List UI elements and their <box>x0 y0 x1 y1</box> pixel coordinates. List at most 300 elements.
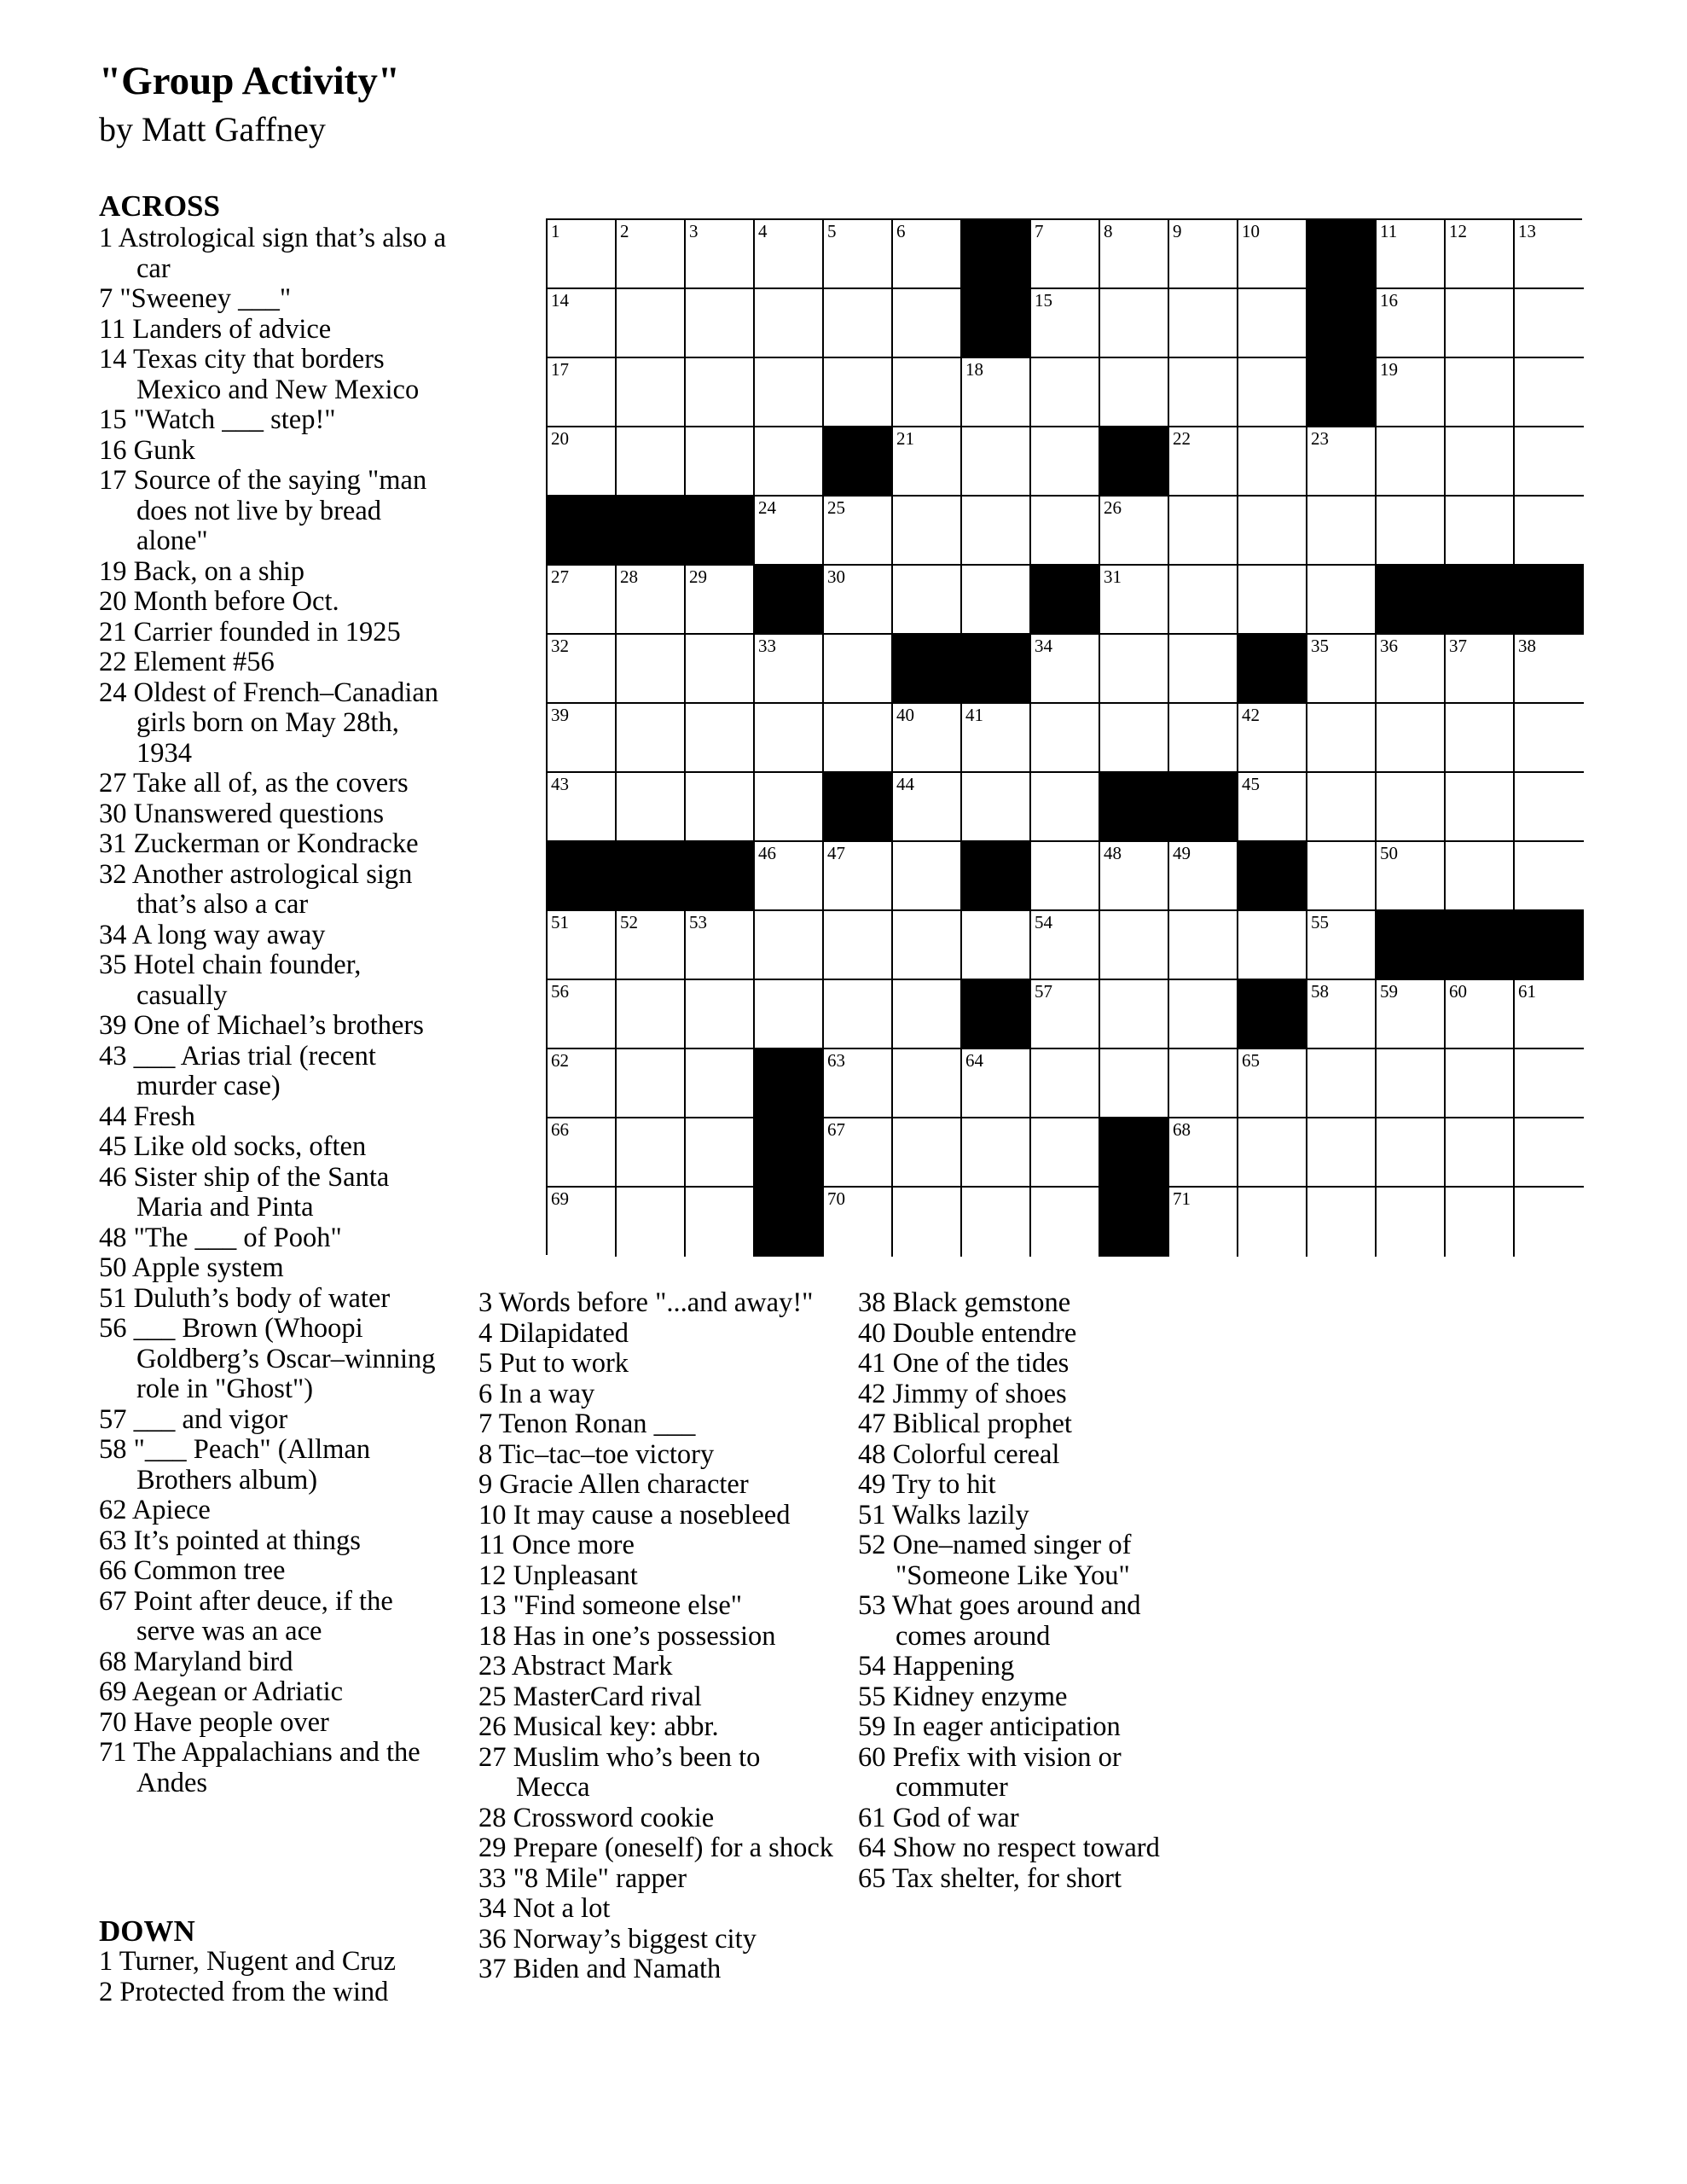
cell-number: 48 <box>1104 843 1122 863</box>
cell-number: 53 <box>689 912 707 932</box>
grid-block <box>1307 289 1377 358</box>
clue-item: 45 Like old socks, often <box>99 1131 367 1162</box>
grid-cell[interactable] <box>1515 289 1584 358</box>
grid-cell[interactable] <box>1377 497 1446 566</box>
grid-cell[interactable] <box>893 289 962 358</box>
grid-cell[interactable] <box>1238 289 1307 358</box>
grid-cell[interactable] <box>617 1049 686 1118</box>
cell-number: 14 <box>551 290 569 311</box>
grid-cell[interactable] <box>824 220 893 289</box>
cell-number: 64 <box>965 1050 983 1071</box>
grid-cell[interactable] <box>1169 704 1238 773</box>
grid-cell[interactable] <box>1238 566 1307 635</box>
clue-item: 26 Musical key: abbr. <box>478 1711 719 1742</box>
grid-cell[interactable] <box>1307 497 1377 566</box>
cell-number: 4 <box>758 221 768 241</box>
grid-cell[interactable] <box>1377 220 1446 289</box>
grid-cell[interactable] <box>893 220 962 289</box>
grid-cell[interactable] <box>1031 704 1100 773</box>
grid-cell[interactable] <box>962 1049 1031 1118</box>
grid-cell[interactable] <box>1169 1049 1238 1118</box>
grid-block <box>755 1188 824 1257</box>
grid-cell[interactable] <box>1169 358 1238 427</box>
grid-block <box>893 635 962 704</box>
grid-cell[interactable] <box>755 842 824 911</box>
cell-number: 27 <box>551 566 569 587</box>
grid-cell[interactable] <box>686 1049 755 1118</box>
grid-cell[interactable] <box>893 1188 962 1257</box>
grid-block <box>1515 566 1584 635</box>
grid-cell[interactable] <box>686 1118 755 1188</box>
clue-item: 66 Common tree <box>99 1555 286 1586</box>
grid-cell[interactable] <box>686 566 755 635</box>
cell-number: 52 <box>620 912 638 932</box>
grid-cell[interactable] <box>755 358 824 427</box>
grid-block <box>1100 427 1169 497</box>
cell-number: 58 <box>1311 981 1329 1002</box>
clue-item: 36 Norway’s biggest city <box>478 1923 757 1955</box>
grid-cell[interactable] <box>686 773 755 842</box>
cell-number: 5 <box>827 221 837 241</box>
grid-cell[interactable] <box>1031 980 1100 1049</box>
grid-cell[interactable] <box>962 911 1031 980</box>
grid-cell[interactable] <box>1307 842 1377 911</box>
grid-block <box>1169 773 1238 842</box>
grid-cell[interactable] <box>824 635 893 704</box>
clue-item: 15 "Watch ___ step!" <box>99 404 336 435</box>
grid-cell[interactable] <box>962 427 1031 497</box>
grid-cell[interactable] <box>1446 427 1515 497</box>
clue-item: 34 A long way away <box>99 919 326 950</box>
clue-item: 56 ___ Brown (Whoopi Goldberg’s Oscar–winning role in "Ghost") <box>99 1313 436 1404</box>
cell-number: 63 <box>827 1050 845 1071</box>
grid-cell[interactable] <box>1031 220 1100 289</box>
clue-item: 68 Maryland bird <box>99 1646 293 1677</box>
grid-cell[interactable] <box>686 358 755 427</box>
clue-item: 1 Astrological sign that’s also a car <box>99 223 447 284</box>
grid-cell[interactable] <box>1031 1118 1100 1188</box>
grid-block <box>962 842 1031 911</box>
grid-cell[interactable] <box>1169 566 1238 635</box>
grid-cell[interactable] <box>962 497 1031 566</box>
grid-block <box>755 566 824 635</box>
across-clue-list <box>99 224 457 1798</box>
grid-cell[interactable] <box>893 497 962 566</box>
cell-number: 12 <box>1449 221 1467 241</box>
grid-cell[interactable] <box>1031 497 1100 566</box>
cell-number: 43 <box>551 774 569 794</box>
grid-block <box>755 1118 824 1188</box>
grid-cell[interactable] <box>548 704 617 773</box>
grid-cell[interactable] <box>1100 980 1169 1049</box>
cell-number: 71 <box>1173 1188 1191 1209</box>
grid-cell[interactable] <box>1515 1118 1584 1188</box>
grid-cell[interactable] <box>755 773 824 842</box>
grid-cell[interactable] <box>824 704 893 773</box>
grid-cell[interactable] <box>548 911 617 980</box>
crossword-grid[interactable] <box>546 218 1582 1255</box>
grid-cell[interactable] <box>617 911 686 980</box>
grid-cell[interactable] <box>1307 1118 1377 1188</box>
grid-cell[interactable] <box>1100 911 1169 980</box>
grid-cell[interactable] <box>1446 1188 1515 1257</box>
cell-number: 54 <box>1035 912 1052 932</box>
grid-cell[interactable] <box>1169 635 1238 704</box>
grid-cell[interactable] <box>1238 220 1307 289</box>
grid-cell[interactable] <box>1169 911 1238 980</box>
grid-cell[interactable] <box>617 289 686 358</box>
grid-cell[interactable] <box>893 427 962 497</box>
down-clue-list-3 <box>858 1288 1216 1894</box>
grid-cell[interactable] <box>1307 1049 1377 1118</box>
grid-cell[interactable] <box>1307 773 1377 842</box>
grid-cell[interactable] <box>1031 911 1100 980</box>
cell-number: 8 <box>1104 221 1113 241</box>
grid-cell[interactable] <box>893 704 962 773</box>
grid-cell[interactable] <box>755 704 824 773</box>
grid-cell[interactable] <box>548 1049 617 1118</box>
down-clue-list-2 <box>478 1288 837 1985</box>
grid-block <box>1238 635 1307 704</box>
cell-number: 41 <box>965 705 983 725</box>
grid-cell[interactable] <box>1446 497 1515 566</box>
grid-cell[interactable] <box>1446 220 1515 289</box>
grid-cell[interactable] <box>548 1188 617 1257</box>
cell-number: 46 <box>758 843 776 863</box>
grid-cell[interactable] <box>548 1118 617 1188</box>
grid-cell[interactable] <box>1100 497 1169 566</box>
grid-cell[interactable] <box>893 842 962 911</box>
cell-number: 26 <box>1104 497 1122 518</box>
grid-cell[interactable] <box>824 497 893 566</box>
grid-cell[interactable] <box>1238 497 1307 566</box>
grid-cell[interactable] <box>1169 1188 1238 1257</box>
grid-cell[interactable] <box>1307 980 1377 1049</box>
grid-cell[interactable] <box>1169 980 1238 1049</box>
cell-number: 68 <box>1173 1119 1191 1140</box>
grid-cell[interactable] <box>1446 358 1515 427</box>
cell-number: 1 <box>551 221 560 241</box>
grid-cell[interactable] <box>1031 358 1100 427</box>
grid-cell[interactable] <box>1031 289 1100 358</box>
grid-cell[interactable] <box>893 1049 962 1118</box>
cell-number: 66 <box>551 1119 569 1140</box>
grid-cell[interactable] <box>1377 773 1446 842</box>
cell-number: 38 <box>1518 636 1536 656</box>
clue-item: 43 ___ Arias trial (recent murder case) <box>99 1040 376 1101</box>
grid-block <box>962 980 1031 1049</box>
grid-cell[interactable] <box>1515 1188 1584 1257</box>
grid-cell[interactable] <box>755 911 824 980</box>
cell-number: 6 <box>896 221 906 241</box>
grid-cell[interactable] <box>686 289 755 358</box>
grid-cell[interactable] <box>824 1049 893 1118</box>
grid-cell[interactable] <box>893 980 962 1049</box>
grid-cell[interactable] <box>893 566 962 635</box>
clue-item: 27 Take all of, as the covers <box>99 768 409 799</box>
grid-cell[interactable] <box>962 1118 1031 1188</box>
clue-item: 54 Happening <box>858 1651 1015 1682</box>
grid-cell[interactable] <box>1031 427 1100 497</box>
grid-cell[interactable] <box>962 773 1031 842</box>
grid-cell[interactable] <box>617 220 686 289</box>
grid-cell[interactable] <box>686 220 755 289</box>
grid-cell[interactable] <box>962 566 1031 635</box>
grid-cell[interactable] <box>1446 1049 1515 1118</box>
grid-cell[interactable] <box>1169 842 1238 911</box>
cell-number: 50 <box>1380 843 1398 863</box>
grid-cell[interactable] <box>1307 427 1377 497</box>
cell-number: 10 <box>1242 221 1260 241</box>
grid-cell[interactable] <box>686 980 755 1049</box>
grid-cell[interactable] <box>548 635 617 704</box>
clue-item: 2 Protected from the wind <box>99 1976 389 2007</box>
grid-block <box>1307 220 1377 289</box>
grid-cell[interactable] <box>1446 980 1515 1049</box>
grid-cell[interactable] <box>1031 1049 1100 1118</box>
grid-cell[interactable] <box>1238 1049 1307 1118</box>
clue-item: 48 "The ___ of Pooh" <box>99 1222 342 1253</box>
grid-cell[interactable] <box>1307 1188 1377 1257</box>
grid-cell[interactable] <box>1169 1118 1238 1188</box>
grid-cell[interactable] <box>1515 980 1584 1049</box>
grid-cell[interactable] <box>1238 773 1307 842</box>
grid-cell[interactable] <box>1377 1049 1446 1118</box>
grid-cell[interactable] <box>755 289 824 358</box>
clue-item: 70 Have people over <box>99 1706 329 1738</box>
grid-cell[interactable] <box>1515 220 1584 289</box>
grid-cell[interactable] <box>1515 497 1584 566</box>
grid-cell[interactable] <box>686 1188 755 1257</box>
grid-cell[interactable] <box>1377 1118 1446 1188</box>
grid-cell[interactable] <box>1169 220 1238 289</box>
grid-cell[interactable] <box>548 427 617 497</box>
grid-cell[interactable] <box>1307 911 1377 980</box>
grid-cell[interactable] <box>893 1118 962 1188</box>
grid-cell[interactable] <box>617 566 686 635</box>
across-heading: ACROSS <box>99 189 220 223</box>
cell-number: 70 <box>827 1188 845 1209</box>
grid-cell[interactable] <box>617 773 686 842</box>
grid-cell[interactable] <box>824 1118 893 1188</box>
grid-cell[interactable] <box>1238 1118 1307 1188</box>
grid-cell[interactable] <box>893 911 962 980</box>
clue-item: 50 Apple system <box>99 1252 284 1283</box>
grid-cell[interactable] <box>548 773 617 842</box>
clue-item: 53 What goes around and comes around <box>858 1590 1141 1652</box>
grid-cell[interactable] <box>617 1118 686 1188</box>
clue-item: 35 Hotel chain founder, casually <box>99 950 362 1011</box>
grid-cell[interactable] <box>548 980 617 1049</box>
clue-item: 25 MasterCard rival <box>478 1681 702 1712</box>
grid-cell[interactable] <box>617 427 686 497</box>
grid-cell[interactable] <box>1377 289 1446 358</box>
grid-cell[interactable] <box>1100 358 1169 427</box>
grid-cell[interactable] <box>824 566 893 635</box>
grid-cell[interactable] <box>1031 1188 1100 1257</box>
clue-item: 63 It’s pointed at things <box>99 1525 361 1556</box>
grid-cell[interactable] <box>548 220 617 289</box>
cell-number: 61 <box>1518 981 1536 1002</box>
grid-cell[interactable] <box>824 1188 893 1257</box>
grid-cell[interactable] <box>962 358 1031 427</box>
grid-cell[interactable] <box>686 911 755 980</box>
grid-cell[interactable] <box>1446 842 1515 911</box>
grid-cell[interactable] <box>617 704 686 773</box>
grid-cell[interactable] <box>1377 1188 1446 1257</box>
grid-cell[interactable] <box>1031 842 1100 911</box>
grid-cell[interactable] <box>824 842 893 911</box>
grid-cell[interactable] <box>1169 289 1238 358</box>
grid-cell[interactable] <box>1515 635 1584 704</box>
grid-cell[interactable] <box>1446 1118 1515 1188</box>
grid-cell[interactable] <box>1169 427 1238 497</box>
grid-cell[interactable] <box>548 566 617 635</box>
grid-cell[interactable] <box>1238 911 1307 980</box>
grid-cell[interactable] <box>893 358 962 427</box>
cell-number: 13 <box>1518 221 1536 241</box>
grid-cell[interactable] <box>617 635 686 704</box>
cell-number: 16 <box>1380 290 1398 311</box>
clue-item: 42 Jimmy of shoes <box>858 1378 1067 1409</box>
grid-cell[interactable] <box>1446 704 1515 773</box>
cell-number: 32 <box>551 636 569 656</box>
grid-cell[interactable] <box>1100 566 1169 635</box>
grid-cell[interactable] <box>1307 635 1377 704</box>
cell-number: 45 <box>1242 774 1260 794</box>
grid-cell[interactable] <box>1238 358 1307 427</box>
grid-cell[interactable] <box>617 980 686 1049</box>
grid-cell[interactable] <box>1238 427 1307 497</box>
grid-block <box>1377 911 1446 980</box>
clue-item: 71 The Appalachians and the Andes <box>99 1737 420 1798</box>
grid-cell[interactable] <box>755 220 824 289</box>
grid-cell[interactable] <box>1238 1188 1307 1257</box>
grid-cell[interactable] <box>548 289 617 358</box>
clue-item: 7 "Sweeney ___" <box>99 283 292 314</box>
grid-cell[interactable] <box>1238 704 1307 773</box>
grid-cell[interactable] <box>1100 220 1169 289</box>
grid-cell[interactable] <box>617 358 686 427</box>
grid-cell[interactable] <box>824 358 893 427</box>
cell-number: 36 <box>1380 636 1398 656</box>
grid-cell[interactable] <box>1446 773 1515 842</box>
grid-cell[interactable] <box>824 911 893 980</box>
cell-number: 18 <box>965 359 983 380</box>
clue-item: 6 In a way <box>478 1378 595 1409</box>
grid-cell[interactable] <box>1377 427 1446 497</box>
grid-cell[interactable] <box>1307 704 1377 773</box>
clue-item: 44 Fresh <box>99 1101 195 1132</box>
clue-item: 16 Gunk <box>99 434 195 466</box>
cell-number: 62 <box>551 1050 569 1071</box>
clue-item: 20 Month before Oct. <box>99 586 339 617</box>
grid-cell[interactable] <box>686 427 755 497</box>
clue-item: 65 Tax shelter, for short <box>858 1862 1122 1894</box>
cell-number: 17 <box>551 359 569 380</box>
grid-block <box>1031 566 1100 635</box>
cell-number: 11 <box>1380 221 1398 241</box>
grid-cell[interactable] <box>824 289 893 358</box>
grid-cell[interactable] <box>617 1188 686 1257</box>
grid-cell[interactable] <box>1446 635 1515 704</box>
clue-item: 39 One of Michael’s brothers <box>99 1010 424 1041</box>
grid-cell[interactable] <box>1307 566 1377 635</box>
grid-cell[interactable] <box>1515 358 1584 427</box>
grid-cell[interactable] <box>686 704 755 773</box>
grid-cell[interactable] <box>824 980 893 1049</box>
grid-block <box>617 842 686 911</box>
clue-item: 14 Texas city that borders Mexico and New Mexico <box>99 344 420 405</box>
clue-item: 32 Another astrological sign that’s also a car <box>99 858 413 920</box>
grid-block <box>962 220 1031 289</box>
grid-cell[interactable] <box>1377 635 1446 704</box>
grid-cell[interactable] <box>1377 704 1446 773</box>
grid-block <box>824 427 893 497</box>
cell-number: 21 <box>896 428 914 449</box>
clue-item: 8 Tic–tac–toe victory <box>478 1438 715 1470</box>
grid-cell[interactable] <box>1100 704 1169 773</box>
grid-cell[interactable] <box>1031 773 1100 842</box>
grid-cell[interactable] <box>962 1188 1031 1257</box>
grid-cell[interactable] <box>1515 842 1584 911</box>
clue-item: 1 Turner, Nugent and Cruz <box>99 1946 397 1977</box>
cell-number: 28 <box>620 566 638 587</box>
clue-item: 19 Back, on a ship <box>99 555 305 587</box>
clue-item: 13 "Find someone else" <box>478 1590 743 1621</box>
grid-cell[interactable] <box>1100 842 1169 911</box>
grid-cell[interactable] <box>755 635 824 704</box>
grid-cell[interactable] <box>1169 497 1238 566</box>
cell-number: 3 <box>689 221 699 241</box>
grid-cell[interactable] <box>1100 289 1169 358</box>
clue-item: 11 Landers of advice <box>99 313 332 345</box>
clue-item: 34 Not a lot <box>478 1893 611 1924</box>
grid-cell[interactable] <box>1100 1049 1169 1118</box>
grid-cell[interactable] <box>548 358 617 427</box>
grid-cell[interactable] <box>1100 635 1169 704</box>
grid-cell[interactable] <box>1515 773 1584 842</box>
clue-item: 48 Colorful cereal <box>858 1438 1060 1470</box>
grid-cell[interactable] <box>1446 289 1515 358</box>
clue-item: 60 Prefix with vision or commuter <box>858 1741 1122 1803</box>
grid-block <box>617 497 686 566</box>
grid-cell[interactable] <box>1515 704 1584 773</box>
cell-number: 37 <box>1449 636 1467 656</box>
grid-cell[interactable] <box>1515 1049 1584 1118</box>
cell-number: 59 <box>1380 981 1398 1002</box>
grid-cell[interactable] <box>1377 980 1446 1049</box>
cell-number: 69 <box>551 1188 569 1209</box>
clue-item: 30 Unanswered questions <box>99 798 384 829</box>
grid-cell[interactable] <box>1377 842 1446 911</box>
grid-cell[interactable] <box>1031 635 1100 704</box>
grid-cell[interactable] <box>755 427 824 497</box>
grid-block <box>962 289 1031 358</box>
grid-cell[interactable] <box>755 980 824 1049</box>
grid-cell[interactable] <box>1377 358 1446 427</box>
grid-cell[interactable] <box>962 704 1031 773</box>
clue-item: 51 Walks lazily <box>858 1499 1029 1531</box>
grid-block <box>548 842 617 911</box>
cell-number: 60 <box>1449 981 1467 1002</box>
cell-number: 24 <box>758 497 776 518</box>
clue-item: 47 Biblical prophet <box>858 1409 1072 1439</box>
grid-cell[interactable] <box>755 497 824 566</box>
grid-cell[interactable] <box>893 773 962 842</box>
grid-cell[interactable] <box>686 635 755 704</box>
grid-cell[interactable] <box>1515 427 1584 497</box>
